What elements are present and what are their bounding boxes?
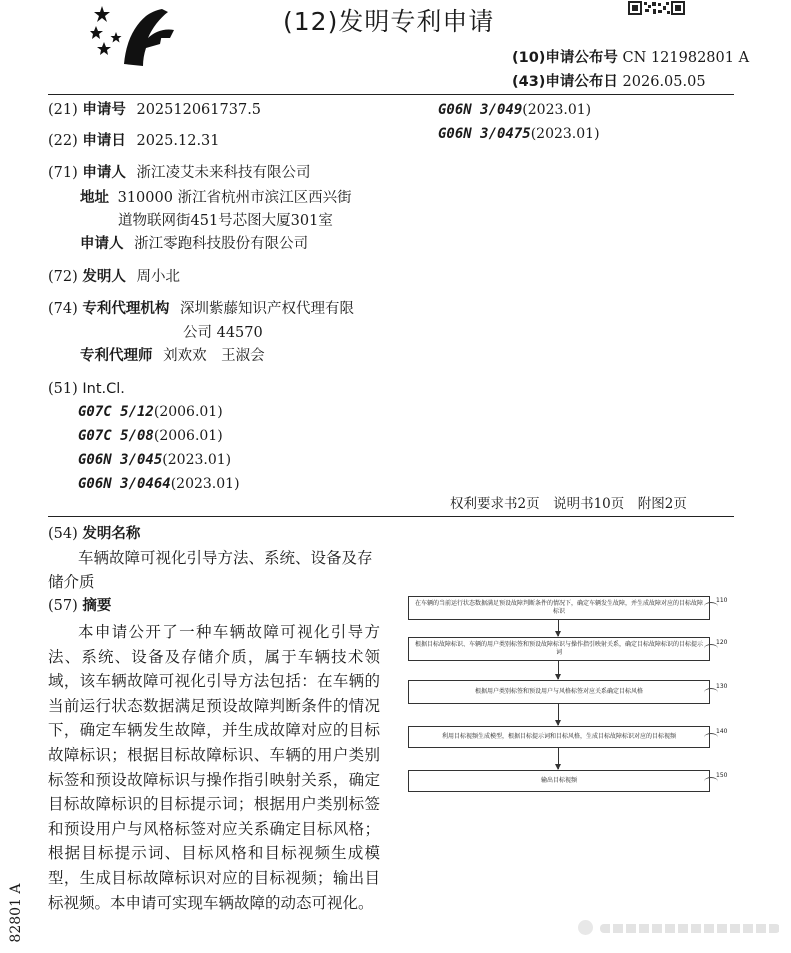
ipc-code: G07C 5/12 <box>78 404 154 420</box>
ipc-class <box>78 426 223 446</box>
ipc-version: (2023.01) <box>170 476 240 492</box>
abstract-text: 本申请公开了一种车辆故障可视化引导方法、系统、设备及存储介质，属于车辆技术领域，该车辆故障可视化引导方法包括：在车辆的当前运行状态数据满足预设故障判断条件的情况下，确定车辆发生故障，并生成故障对应的目标故障标识；根据目标故障标识、车辆的用户类别标签和预设故障标识与操作指引映射关系，确定目标故障标识的目标提示词；根据用户类别标签和预设用户与风格标签对应关系确定目标风格；根据目标提示词、目标风格和目标视频生成模型，生成目标故障标识对应的目标视频；输出目标视频。本申请可实现车辆故障的动态可视化。 <box>48 623 380 912</box>
abstract-code: (57) <box>48 598 78 614</box>
flowchart-step-number: 120 <box>716 639 728 646</box>
application-date <box>48 131 220 151</box>
ipc-class <box>438 100 591 120</box>
address-label: 地址 <box>80 190 109 206</box>
patent-agency-label: 专利代理机构 <box>82 301 170 317</box>
document-type-title: (12)发明专利申请 <box>283 7 495 36</box>
application-number-label: 申请号 <box>82 102 126 118</box>
applicant-2-label: 申请人 <box>80 236 124 252</box>
application-number-code: (21) <box>48 102 78 118</box>
ipc-version: (2023.01) <box>162 452 232 468</box>
publication-date-value: 2026.05.05 <box>622 74 706 90</box>
ipc-code: G07C 5/08 <box>78 428 154 444</box>
patent-agency-line-2: 公司 44570 <box>183 325 263 341</box>
ipc-class <box>78 474 240 494</box>
patent-agency-continued <box>183 323 263 343</box>
ipc-version: (2023.01) <box>522 102 592 118</box>
biblio-divider <box>48 516 734 517</box>
flowchart-step-box: 根据用户类别标签和预设用户与风格标签对应关系确定目标风格 <box>408 680 710 704</box>
ipc-code: G06N 3/049 <box>438 102 523 118</box>
flowchart-step-box: 输出目标视频 <box>408 770 710 792</box>
int-cl <box>48 379 125 399</box>
patent-agency-code: (74) <box>48 301 78 317</box>
cnipa-logo <box>90 4 176 68</box>
address-line-1: 310000 浙江省杭州市滨江区西兴街 <box>117 190 352 206</box>
applicant <box>48 163 310 183</box>
flowchart-step-number: 110 <box>716 597 728 604</box>
invention-title: 车辆故障可视化引导方法、系统、设备及存储介质 <box>48 549 373 591</box>
patent-agency <box>48 299 354 319</box>
page-counts: 权利要求书2页 说明书10页 附图2页 <box>450 496 687 512</box>
publication-number <box>512 48 749 68</box>
flowchart-step-box: 在车辆的当前运行状态数据满足预设故障判断条件的情况下，确定车辆发生故障，并生成故障对应的目标故障标识 <box>408 596 710 620</box>
qr-code-icon <box>628 1 686 15</box>
applicant-label: 申请人 <box>82 165 126 181</box>
patent-agency-line-1: 深圳紫藤知识产权代理有限 <box>179 301 354 317</box>
int-cl-code: (51) <box>48 381 78 397</box>
ipc-code: G06N 3/0475 <box>438 126 531 142</box>
flowchart-arrow <box>558 661 559 679</box>
invention-title-label: 发明名称 <box>82 526 141 542</box>
flowchart-step-box: 利用目标视频生成模型，根据目标提示词和目标风格，生成目标故障标识对应的目标视频 <box>408 726 710 748</box>
publication-number-value: CN 121982801 A <box>622 50 750 66</box>
flowchart-arrow <box>558 748 559 769</box>
flowchart-step-box: 根据目标故障标识、车辆的用户类别标签和预设故障标识与操作指引映射关系，确定目标故障标识的目标提示词 <box>408 637 710 661</box>
ipc-version: (2023.01) <box>530 126 600 142</box>
applicant-2-value: 浙江零跑科技股份有限公司 <box>134 236 309 252</box>
application-date-value: 2025.12.31 <box>136 133 220 149</box>
header-divider <box>48 94 734 95</box>
ipc-version: (2006.01) <box>153 428 223 444</box>
publication-date <box>512 72 706 92</box>
inventor <box>48 267 180 287</box>
abstract-label: 摘要 <box>82 598 112 614</box>
ipc-code: G06N 3/045 <box>78 452 163 468</box>
publication-number-label: (10)申请公布号 <box>512 50 618 66</box>
flowchart-step-number: 130 <box>716 683 728 690</box>
ipc-class <box>78 450 231 470</box>
patent-agent-label: 专利代理师 <box>80 348 153 364</box>
patent-agent <box>80 346 265 366</box>
application-date-label: 申请日 <box>82 133 126 149</box>
ipc-class <box>78 402 223 422</box>
invention-title-code: (54) <box>48 526 78 542</box>
application-number <box>48 100 261 120</box>
flowchart-step-number: 150 <box>716 772 728 779</box>
ipc-class <box>438 124 600 144</box>
ipc-code: G06N 3/0464 <box>78 476 171 492</box>
address <box>80 188 352 208</box>
address-continued <box>118 211 333 231</box>
side-margin-pub-number: 82801 A <box>8 883 24 943</box>
invention-title-heading <box>48 524 140 544</box>
flowchart-arrow <box>558 704 559 725</box>
inventor-code: (72) <box>48 269 78 285</box>
applicant-2 <box>80 234 308 254</box>
address-line-2: 道物联网街451号芯图大厦301室 <box>118 213 333 229</box>
star-icon <box>90 6 122 55</box>
application-date-code: (22) <box>48 133 78 149</box>
flowchart-arrow <box>558 620 559 636</box>
flowchart-step-number: 140 <box>716 728 728 735</box>
inventor-label: 发明人 <box>82 269 126 285</box>
int-cl-label: Int.Cl. <box>82 381 125 397</box>
application-number-value: 202512061737.5 <box>136 102 262 118</box>
applicant-code: (71) <box>48 165 78 181</box>
applicant-value: 浙江凌艾未来科技有限公司 <box>136 165 311 181</box>
abstract-heading <box>48 596 111 616</box>
inventor-value: 周小北 <box>136 269 180 285</box>
patent-agent-value: 刘欢欢 王淑会 <box>163 348 265 364</box>
ipc-version: (2006.01) <box>153 404 223 420</box>
publication-date-label: (43)申请公布日 <box>512 74 618 90</box>
